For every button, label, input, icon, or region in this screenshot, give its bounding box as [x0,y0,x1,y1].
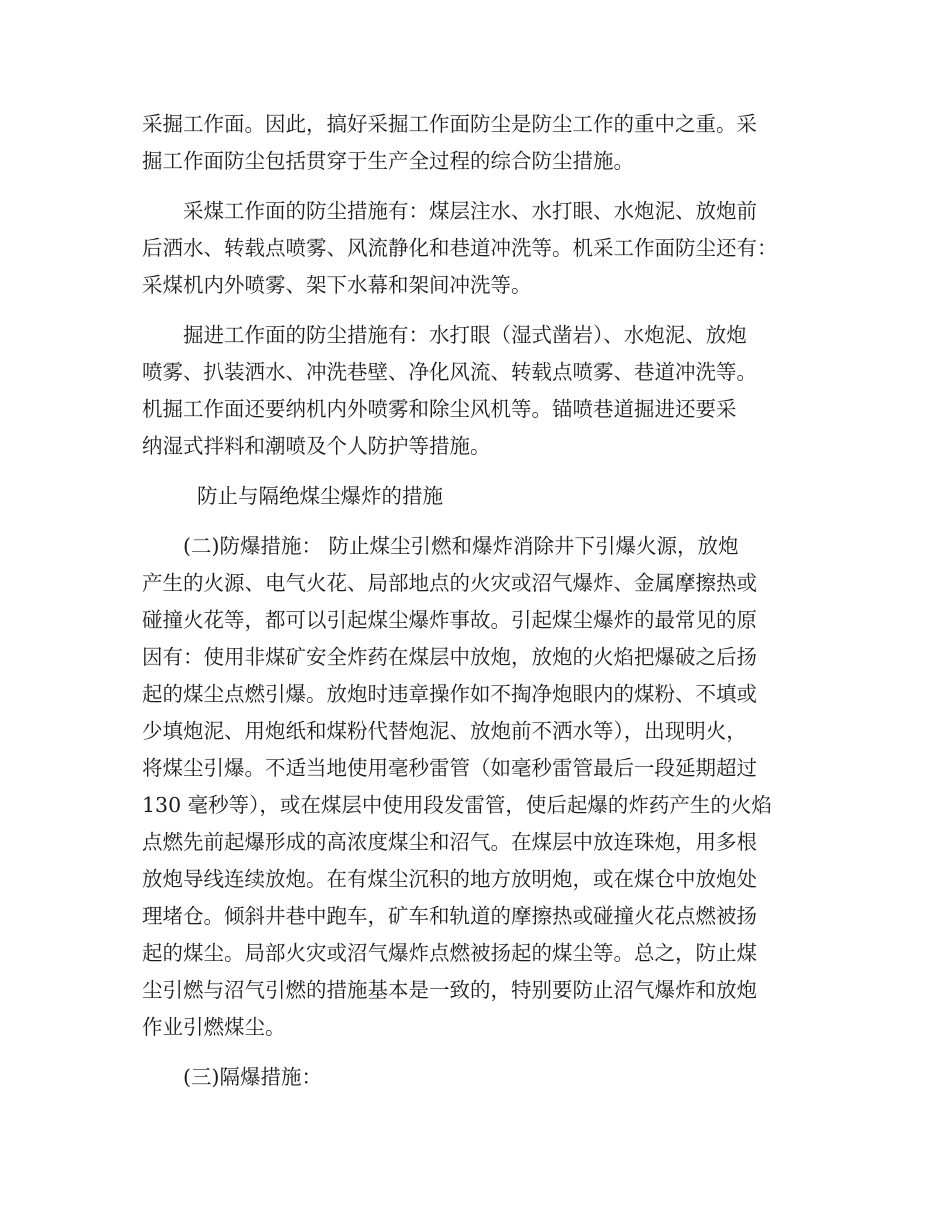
paragraph-explosion-isolation-measures: (三)隔爆措施： [183,1065,322,1089]
document-body [142,106,810,1109]
paragraph-intro: 采掘工作面。因此，搞好采掘工作面防尘是防尘工作的重中之重。采 掘工作面防尘包括贯穿于生产全过程的综合防尘措施。 [142,112,757,173]
paragraph-coal-face-dust-measures: 采煤工作面的防尘措施有：煤层注水、水打眼、水炮泥、放炮前 后洒水、转载点喷雾、风流静化和巷道冲洗等。机采工作面防尘还有： 采煤机内外喷雾、架下水幕和架间冲洗等。 [142,199,778,297]
paragraph-explosion-prevention-measures: (二)防爆措施： 防止煤尘引燃和爆炸消除井下引爆火源，放炮 产生的火源、电气火花、局部地点的火灾或沼气爆炸、金属摩擦热或 碰撞火花等，都可以引起煤尘爆炸事故。引起煤尘爆炸的最常见的原 因有：使用非煤矿安全炸药在煤层中放炮，放炮的火焰把爆破之后扬 起的煤尘点燃引爆。放炮时违章操作如不掏净炮眼内的煤粉、不填或 少填炮泥、用炮纸和煤粉代替炮泥、放炮前不洒水等），出现明火， 将煤尘引爆。不适当地使用毫秒雷管（如毫秒雷管最后一段延期超过 130 毫秒等），或在煤层中使用段发雷管，使后起爆的炸药产生的火焰 点燃先前起爆形成的高浓度煤尘和沼气。在煤层中放连珠炮，用多根 放炮导线连续放炮。在有煤尘沉积的地方放明炮，或在煤仓中放炮处 理堵仓。倾斜井巷中跑车，矿车和轨道的摩擦热或碰撞火花点燃被扬 起的煤尘。局部火灾或沼气爆炸点燃被扬起的煤尘等。总之，防止煤 尘引燃与沼气引燃的措施基本是一致的，特别要防止沼气爆炸和放炮 作业引燃煤尘。 [142,534,772,1039]
section-heading-explosion-prevention: 防止与隔绝煤尘爆炸的措施 [197,484,443,508]
paragraph-heading-face-dust-measures: 掘进工作面的防尘措施有：水打眼（湿式凿岩）、水炮泥、放炮 喷雾、扒装洒水、冲洗巷壁、净化风流、转载点喷雾、巷道冲洗等。 机掘工作面还要纳机内外喷雾和除尘风机等。锚喷巷道掘进还要采 纳湿式拌料和潮喷及个人防护等措施。 [142,323,757,458]
